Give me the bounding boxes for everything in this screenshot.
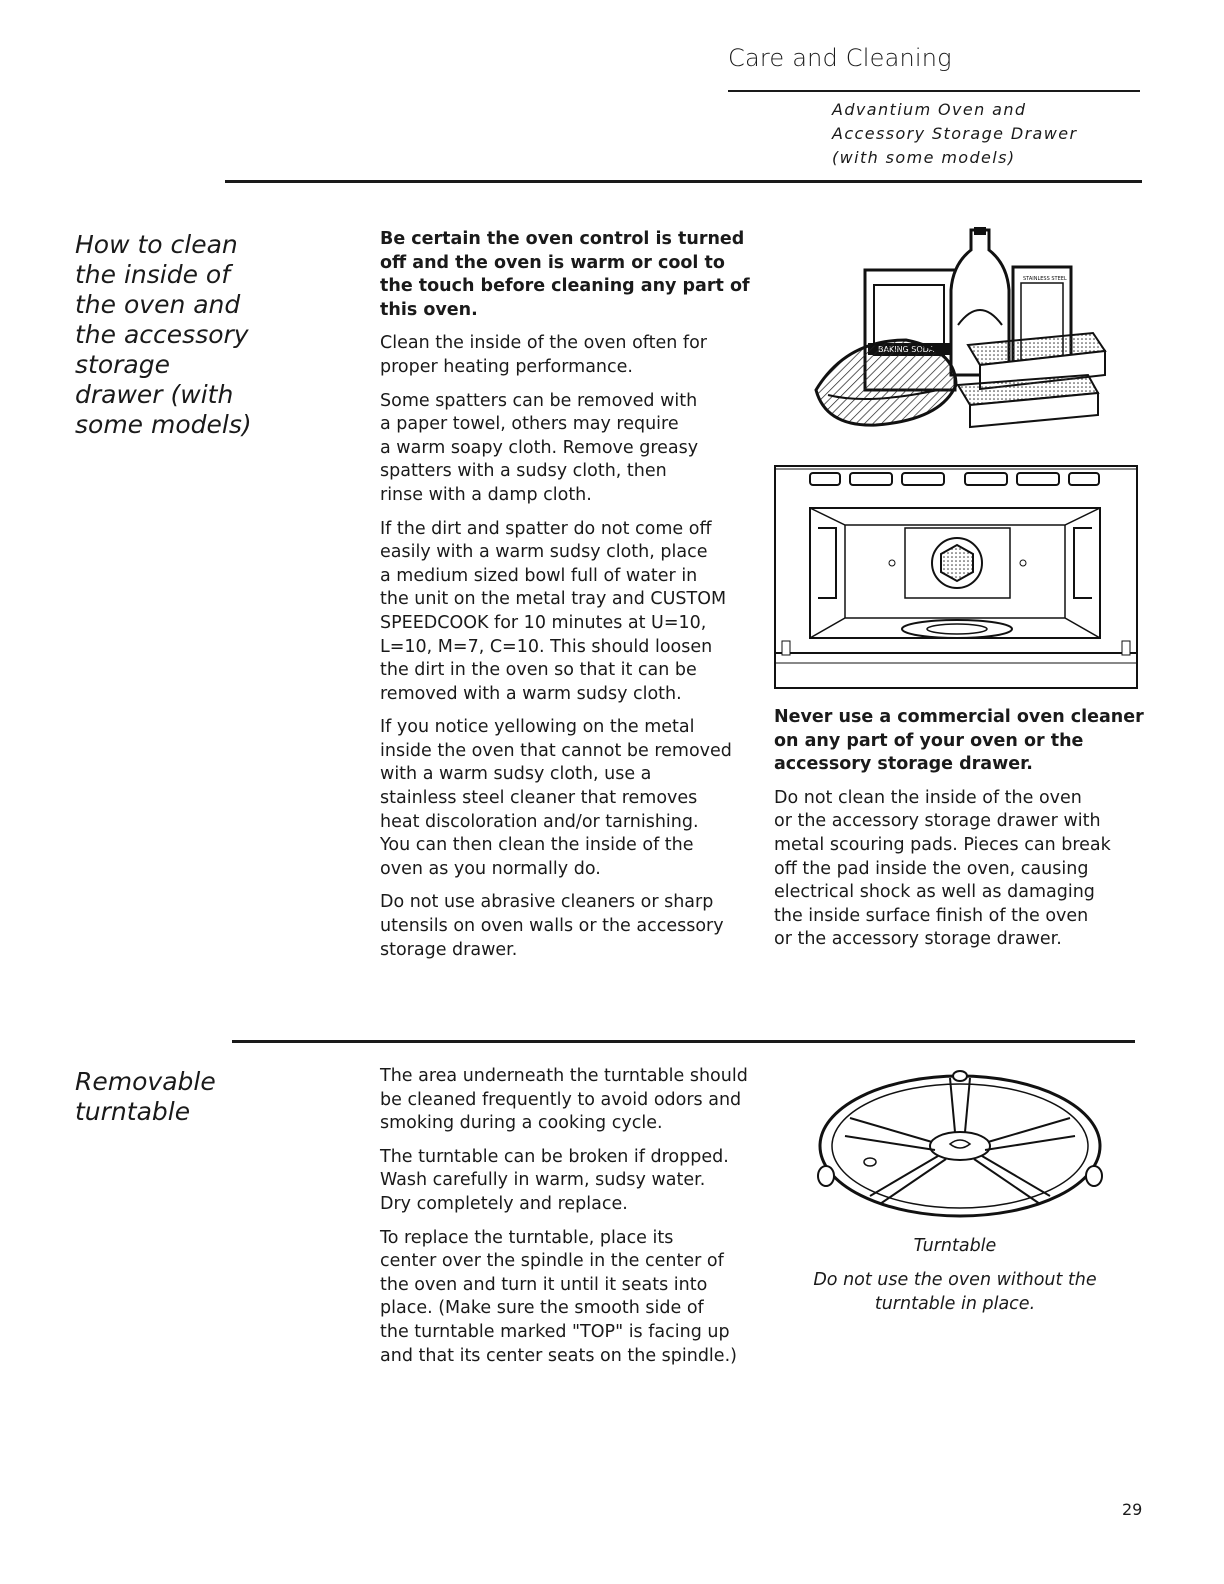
text-line: place. (Make sure the smooth side of	[380, 1298, 704, 1319]
heading-line: How to clean	[75, 230, 238, 259]
text-line: the dirt in the oven so that it can be	[380, 660, 697, 681]
header-rule	[728, 90, 1140, 92]
text-line: on any part of your oven or the	[774, 730, 1084, 751]
text-line: electrical shock as well as damaging	[774, 882, 1095, 903]
text-line: or the accessory storage drawer.	[774, 929, 1062, 950]
text-line: be cleaned frequently to avoid odors and	[380, 1089, 742, 1110]
text-line: storage drawer.	[380, 939, 518, 960]
text-line: the unit on the metal tray and CUSTOM	[380, 589, 727, 610]
heading-line: storage	[75, 350, 170, 379]
text-line: a paper towel, others may require	[380, 414, 679, 435]
heading-line: drawer (with	[75, 380, 234, 409]
subtitle-line: Accessory Storage Drawer	[832, 124, 1078, 143]
text-line: inside the oven that cannot be removed	[380, 740, 732, 761]
text-line: the oven and turn it until it seats into	[380, 1274, 708, 1295]
text-line: the turntable marked "TOP" is facing up	[380, 1321, 730, 1342]
text-line: off the pad inside the oven, causing	[774, 858, 1089, 879]
text-line: The turntable can be broken if dropped.	[380, 1146, 729, 1167]
section-divider	[225, 180, 1142, 183]
text-line: Be certain the oven control is turned	[380, 229, 745, 249]
text-line: oven as you normally do.	[380, 858, 601, 879]
text-line: Some spatters can be removed with	[380, 390, 698, 411]
section-divider	[232, 1040, 1135, 1043]
oven-interior-illustration	[770, 463, 1145, 695]
text-line: removed with a warm sudsy cloth.	[380, 683, 682, 704]
heading-line: the oven and	[75, 290, 241, 319]
subtitle-line: (with some models)	[832, 148, 1016, 167]
heading-line: some models)	[75, 410, 252, 439]
text-line: Never use a commercial oven cleaner	[774, 707, 1144, 727]
text-line: SPEEDCOOK for 10 minutes at U=10,	[380, 612, 707, 633]
text-line: center over the spindle in the center of	[380, 1251, 724, 1272]
section-title: Care and Cleaning	[728, 44, 952, 72]
text-line: If the dirt and spatter do not come off	[380, 518, 712, 539]
paragraph	[380, 1227, 770, 1369]
paragraph	[380, 1065, 770, 1136]
oven-cleaner-warning	[774, 706, 1144, 962]
turntable-instructions	[380, 1065, 770, 1378]
text-line: spatters with a sudsy cloth, then	[380, 461, 667, 482]
text-line: Wash carefully in warm, sudsy water.	[380, 1170, 706, 1191]
turntable-caption: Turntable	[913, 1236, 997, 1256]
heading-clean-inside	[75, 230, 275, 440]
section-subtitle	[832, 98, 1142, 170]
paragraph	[380, 390, 760, 508]
heading-removable-turntable	[75, 1067, 275, 1127]
text-line: off and the oven is warm or cool to	[380, 252, 725, 273]
text-line: stainless steel cleaner that removes	[380, 788, 698, 809]
text-line: The area underneath the turntable should	[380, 1066, 748, 1086]
paragraph	[380, 332, 760, 379]
heading-line: Removable	[75, 1067, 216, 1096]
turntable-note	[790, 1268, 1120, 1316]
text-line: and that its center seats on the spindle.)	[380, 1345, 737, 1366]
text-line: rinse with a damp cloth.	[380, 484, 592, 505]
paragraph	[380, 1146, 770, 1217]
text-line: a warm soapy cloth. Remove greasy	[380, 437, 699, 458]
text-line: L=10, M=7, C=10. This should loosen	[380, 636, 713, 657]
bottle-label: STAINLESS STEEL	[1023, 276, 1067, 282]
text-line: with a warm sudsy cloth, use a	[380, 764, 652, 785]
paragraph	[774, 787, 1144, 952]
text-line: You can then clean the inside of the	[380, 835, 694, 856]
paragraph	[380, 518, 760, 707]
text-line: If you notice yellowing on the metal	[380, 717, 695, 738]
page-number: 29	[1122, 1500, 1143, 1519]
text-line: utensils on oven walls or the accessory	[380, 916, 724, 937]
note-line: Do not use the oven without the	[813, 1270, 1097, 1290]
text-line: proper heating performance.	[380, 356, 633, 377]
paragraph	[380, 891, 760, 962]
paragraph	[380, 716, 760, 881]
text-line: a medium sized bowl full of water in	[380, 565, 698, 586]
warning-paragraph	[774, 706, 1144, 777]
subtitle-line: Advantium Oven and	[832, 100, 1027, 119]
text-line: Dry completely and replace.	[380, 1193, 628, 1214]
cleaning-instructions	[380, 228, 760, 972]
cleaning-supplies-illustration	[808, 225, 1118, 440]
text-line: the inside surface finish of the oven	[774, 905, 1089, 926]
text-line: this oven.	[380, 299, 478, 320]
text-line: accessory storage drawer.	[774, 754, 1033, 775]
heading-line: the accessory	[75, 320, 249, 349]
text-line: smoking during a cooking cycle.	[380, 1113, 663, 1134]
text-line: easily with a warm sudsy cloth, place	[380, 542, 708, 563]
heading-line: the inside of	[75, 260, 231, 289]
text-line: heat discoloration and/or tarnishing.	[380, 811, 699, 832]
text-line: Do not use abrasive cleaners or sharp	[380, 892, 714, 913]
text-line: Do not clean the inside of the oven	[774, 787, 1082, 808]
warning-paragraph	[380, 228, 760, 322]
text-line: the touch before cleaning any part of	[380, 276, 750, 297]
text-line: Clean the inside of the oven often for	[380, 333, 707, 354]
turntable-illustration	[810, 1066, 1110, 1226]
text-line: metal scouring pads. Pieces can break	[774, 834, 1111, 855]
text-line: To replace the turntable, place its	[380, 1227, 674, 1248]
heading-line: turntable	[75, 1097, 191, 1126]
note-line: turntable in place.	[874, 1294, 1036, 1314]
text-line: or the accessory storage drawer with	[774, 811, 1101, 832]
